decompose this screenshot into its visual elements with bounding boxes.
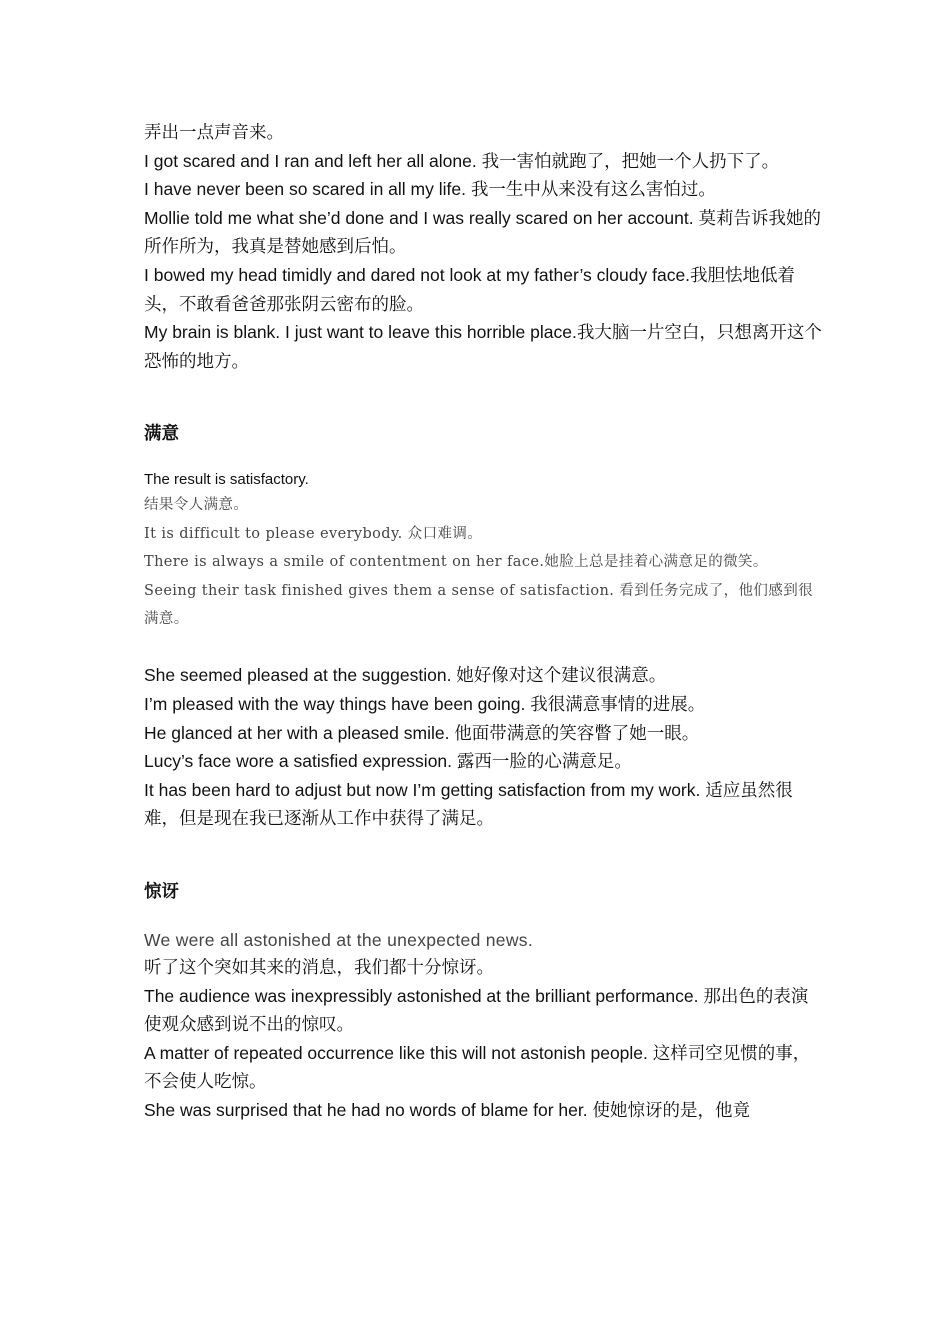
- document-page: [144, 118, 824, 1125]
- example-line: Lucy’s face wore a satisfied expression. 露西一脸的心满意足。: [144, 751, 632, 772]
- example-line: A matter of repeated occurrence like this will not astonish people. 这样司空见惯的事，不会使人吃惊。: [144, 1042, 811, 1092]
- example-line: I got scared and I ran and left her all alone. 我一害怕就跑了，把她一个人扔下了。: [144, 150, 780, 171]
- section-heading-satisfied: 满意: [144, 423, 179, 444]
- example-line: I have never been so scared in all my life. 我一生中从来没有这么害怕过。: [144, 179, 716, 200]
- example-line: Mollie told me what she’d done and I was really scared on her account. 莫莉告诉我她的所作所为，我真是替她感到后怕。: [144, 207, 821, 257]
- example-line: It is difficult to please everybody. 众口难调。: [144, 525, 483, 542]
- example-line: The result is satisfactory.: [144, 471, 309, 489]
- example-line: I’m pleased with the way things have been going. 我很满意事情的进展。: [144, 693, 706, 714]
- example-line: We were all astonished at the unexpected news.: [144, 929, 533, 950]
- example-line: It has been hard to adjust but now I’m getting satisfaction from my work. 适应虽然很难，但是现在我已逐渐从工作中获得了满足。: [144, 779, 793, 829]
- satisfied-examples: [144, 661, 824, 833]
- example-line: She was surprised that he had no words of blame for her. 使她惊讶的是，他竟: [144, 1099, 750, 1120]
- section-heading-surprised: 惊讶: [144, 880, 179, 901]
- example-line: 弄出一点声音来。: [144, 122, 284, 142]
- example-line: Seeing their task finished gives them a sense of satisfaction. 看到任务完成了，他们感到很满意。: [144, 582, 814, 627]
- example-line: There is always a smile of contentment on her face.她脸上总是挂着心满意足的微笑。: [144, 554, 768, 571]
- example-line: 听了这个突如其来的消息，我们都十分惊讶。: [144, 956, 494, 977]
- example-line: The audience was inexpressibly astonished at the brilliant performance. 那出色的表演使观众感到说不出的惊叹。: [144, 985, 809, 1035]
- surprised-examples: [144, 953, 824, 1125]
- example-line: I bowed my head timidly and dared not look at my father’s cloudy face.我胆怯地低着头，不敢看爸爸那张阴云密布的脸。: [144, 264, 796, 314]
- example-line: My brain is blank. I just want to leave this horrible place.我大脑一片空白，只想离开这个恐怖的地方。: [144, 322, 822, 371]
- example-line: He glanced at her with a pleased smile. 他面带满意的笑容瞥了她一眼。: [144, 722, 700, 743]
- example-line: 结果令人满意。: [144, 497, 249, 514]
- example-line: She seemed pleased at the suggestion. 她好像对这个建议很满意。: [144, 665, 667, 686]
- scared-examples: [144, 118, 824, 375]
